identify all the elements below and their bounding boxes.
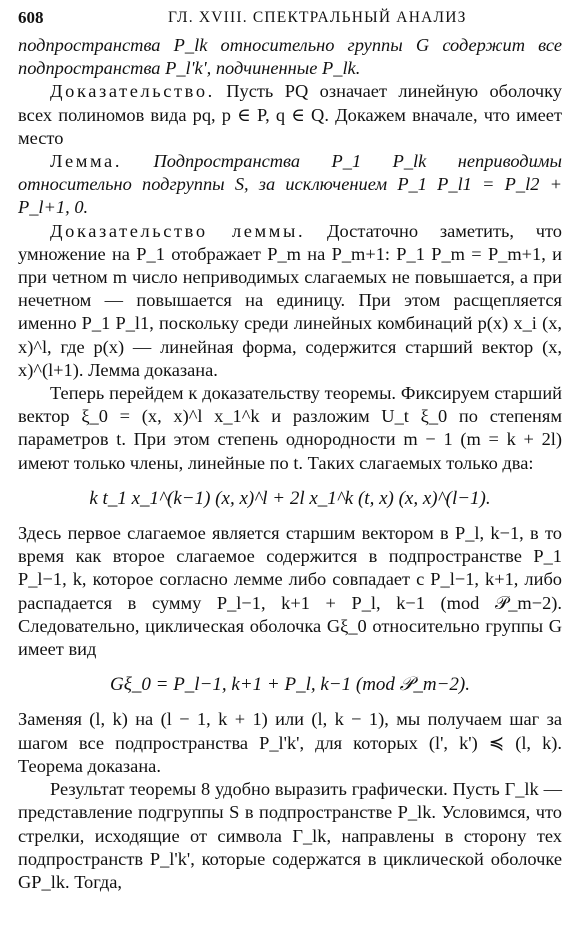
proof-heading: Доказательство.: [50, 81, 215, 102]
formula-cyclic-hull: Gξ_0 = P_l−1, k+1 + P_l, k−1 (mod 𝒫_m−2).: [110, 674, 470, 696]
first-term-paragraph: Здесь первое слагаемое является старшим вектором в P_l, k−1, в то время как второе слагаемое содержится в подпространстве P_1 P_l−1, k, которое согласно лемме либо совпадает с P_l−1, k+1, либо распадается в сумму P_l−1, k+1 + P_l, k−1 (mod 𝒫_m−2). Следовательно, циклическая оболочка Gξ_0 относительно группы G имеет вид: [18, 523, 562, 660]
formula-linear-terms: k t_1 x_1^(k−1) (x, x)^l + 2l x_1^k (t, x) (x, x)^(l−1).: [89, 487, 491, 509]
theorem-continuation: подпространства P_lk относительно группы G содержит все подпространства P_l'k', подчиненные P_lk.: [18, 35, 562, 79]
theorem-proof-paragraph: Теперь перейдем к доказательству теоремы. Фиксируем старший вектор ξ_0 = (x, x)^l x_1^k и разложим U_t ξ_0 по степеням параметров t. При этом степень однородности m − 1 (m = k + 2l) имеют только члены, линейные по t. Таких слагаемых только два:: [18, 383, 562, 473]
lemma-proof-text: Достаточно заметить, что умножение на P_1 отображает P_m на P_m+1: P_1 P_m = P_m+1, и при четном m число неприводимых слагаемых не повышается, а при нечетном — повышается на единицу. При этом расщепляется именно P_1 P_l1, поскольку среди линейных комбинаций p(x) x_i (x, x)^l, где p(x) — линейная форма, содержится старший вектор (x, x)^(l+1). Лемма доказана.: [18, 220, 562, 380]
proof-text: Пусть PQ означает линейную оболочку всех полиномов вида pq, p ∈ P, q ∈ Q. Докажем вначале, что имеет место: [18, 81, 562, 148]
lemma-proof-paragraph: [18, 220, 562, 382]
lemma-proof-heading: Доказательство леммы.: [50, 220, 306, 241]
lemma-paragraph: [18, 150, 562, 220]
proof-paragraph: [18, 80, 562, 150]
page-header: [18, 0, 562, 34]
result-paragraph: Результат теоремы 8 удобно выразить графически. Пусть Γ_lk — представление подгруппы S в подпространстве P_lk. Условимся, что стрелки, исходящие от символа Γ_lk, направлены в сторону тех подпространств P_l'k', которые содержатся в циклической оболочке GP_lk. Тогда,: [18, 779, 562, 892]
running-head: ГЛ. XVIII. СПЕКТРАЛЬНЫЙ АНАЛИЗ: [168, 9, 467, 26]
page-number: 608: [18, 8, 44, 27]
lemma-heading: Лемма.: [50, 151, 123, 172]
page-body: [18, 34, 562, 894]
lemma-text: Подпространства P_1 P_lk неприводимы относительно подгруппы S, за исключением P_1 P_l1 = P_l2 + P_l+1, 0.: [18, 151, 562, 218]
replace-paragraph: Заменяя (l, k) на (l − 1, k + 1) или (l, k − 1), мы получаем шаг за шагом все подпространства P_l'k', для которых (l', k') ≼ (l, k). Теорема доказана.: [18, 709, 562, 776]
